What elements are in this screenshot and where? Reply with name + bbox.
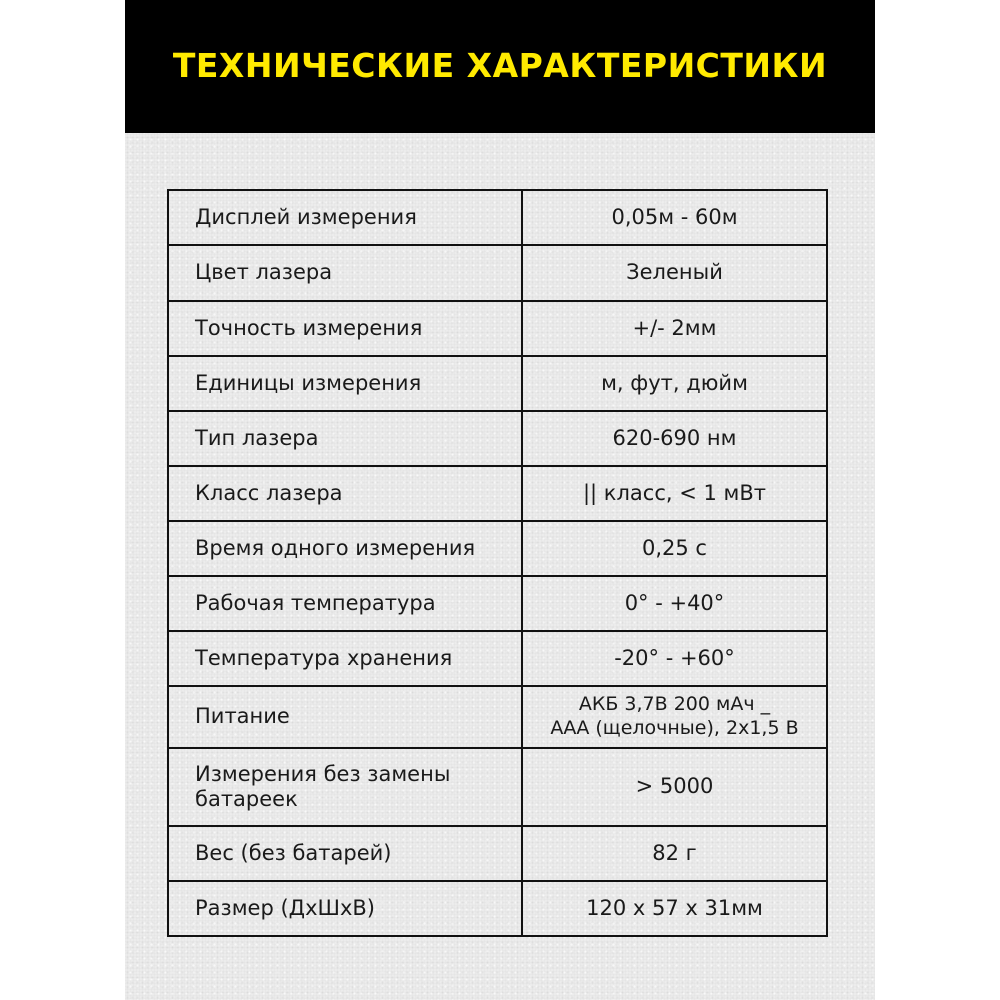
table-row xyxy=(168,190,827,245)
spec-value: 0,05м - 60м xyxy=(522,190,827,245)
spec-value: -20° - +60° xyxy=(522,631,827,686)
spec-value: Зеленый xyxy=(522,245,827,301)
spec-value xyxy=(522,686,827,748)
spec-value: 120 x 57 x 31мм xyxy=(522,881,827,936)
spec-label: Класс лазера xyxy=(168,466,522,521)
table-row xyxy=(168,686,827,748)
table-row xyxy=(168,826,827,881)
spec-value: 620-690 нм xyxy=(522,411,827,466)
table-row xyxy=(168,466,827,521)
spec-value-line: ААА (щелочные), 2х1,5 В xyxy=(550,717,799,739)
table-row xyxy=(168,748,827,826)
spec-label: Температура хранения xyxy=(168,631,522,686)
spec-label-line: батареек xyxy=(195,787,298,811)
table-row xyxy=(168,631,827,686)
spec-value: 0° - +40° xyxy=(522,576,827,631)
spec-label: Размер (ДхШхВ) xyxy=(168,881,522,936)
table-row xyxy=(168,881,827,936)
spec-label-line: Измерения без замены xyxy=(195,761,451,786)
spec-value: > 5000 xyxy=(522,748,827,826)
spec-value: +/- 2мм xyxy=(522,301,827,356)
spec-label: Время одного измерения xyxy=(168,521,522,576)
table-row xyxy=(168,356,827,411)
page-title: ТЕХНИЧЕСКИЕ ХАРАКТЕРИСТИКИ xyxy=(172,46,828,85)
spec-label: Вес (без батарей) xyxy=(168,826,522,881)
spec-label: Единицы измерения xyxy=(168,356,522,411)
specs-table xyxy=(167,189,828,937)
table-row xyxy=(168,411,827,466)
spec-label: Рабочая температура xyxy=(168,576,522,631)
spec-label: Цвет лазера xyxy=(168,245,522,301)
table-row xyxy=(168,521,827,576)
table-row xyxy=(168,301,827,356)
spec-value-line: АКБ 3,7В 200 мАч _ xyxy=(578,693,771,716)
spec-card xyxy=(125,0,875,1000)
spec-label: Тип лазера xyxy=(168,411,522,466)
spec-label: Дисплей измерения xyxy=(168,190,522,245)
spec-value: 82 г xyxy=(522,826,827,881)
spec-value: || класс, < 1 мВт xyxy=(522,466,827,521)
table-row xyxy=(168,245,827,301)
spec-label: Питание xyxy=(168,686,522,748)
spec-value: 0,25 с xyxy=(522,521,827,576)
header-bar xyxy=(125,0,875,133)
spec-value: м, фут, дюйм xyxy=(522,356,827,411)
table-row xyxy=(168,576,827,631)
spec-label xyxy=(168,748,522,826)
spec-label: Точность измерения xyxy=(168,301,522,356)
